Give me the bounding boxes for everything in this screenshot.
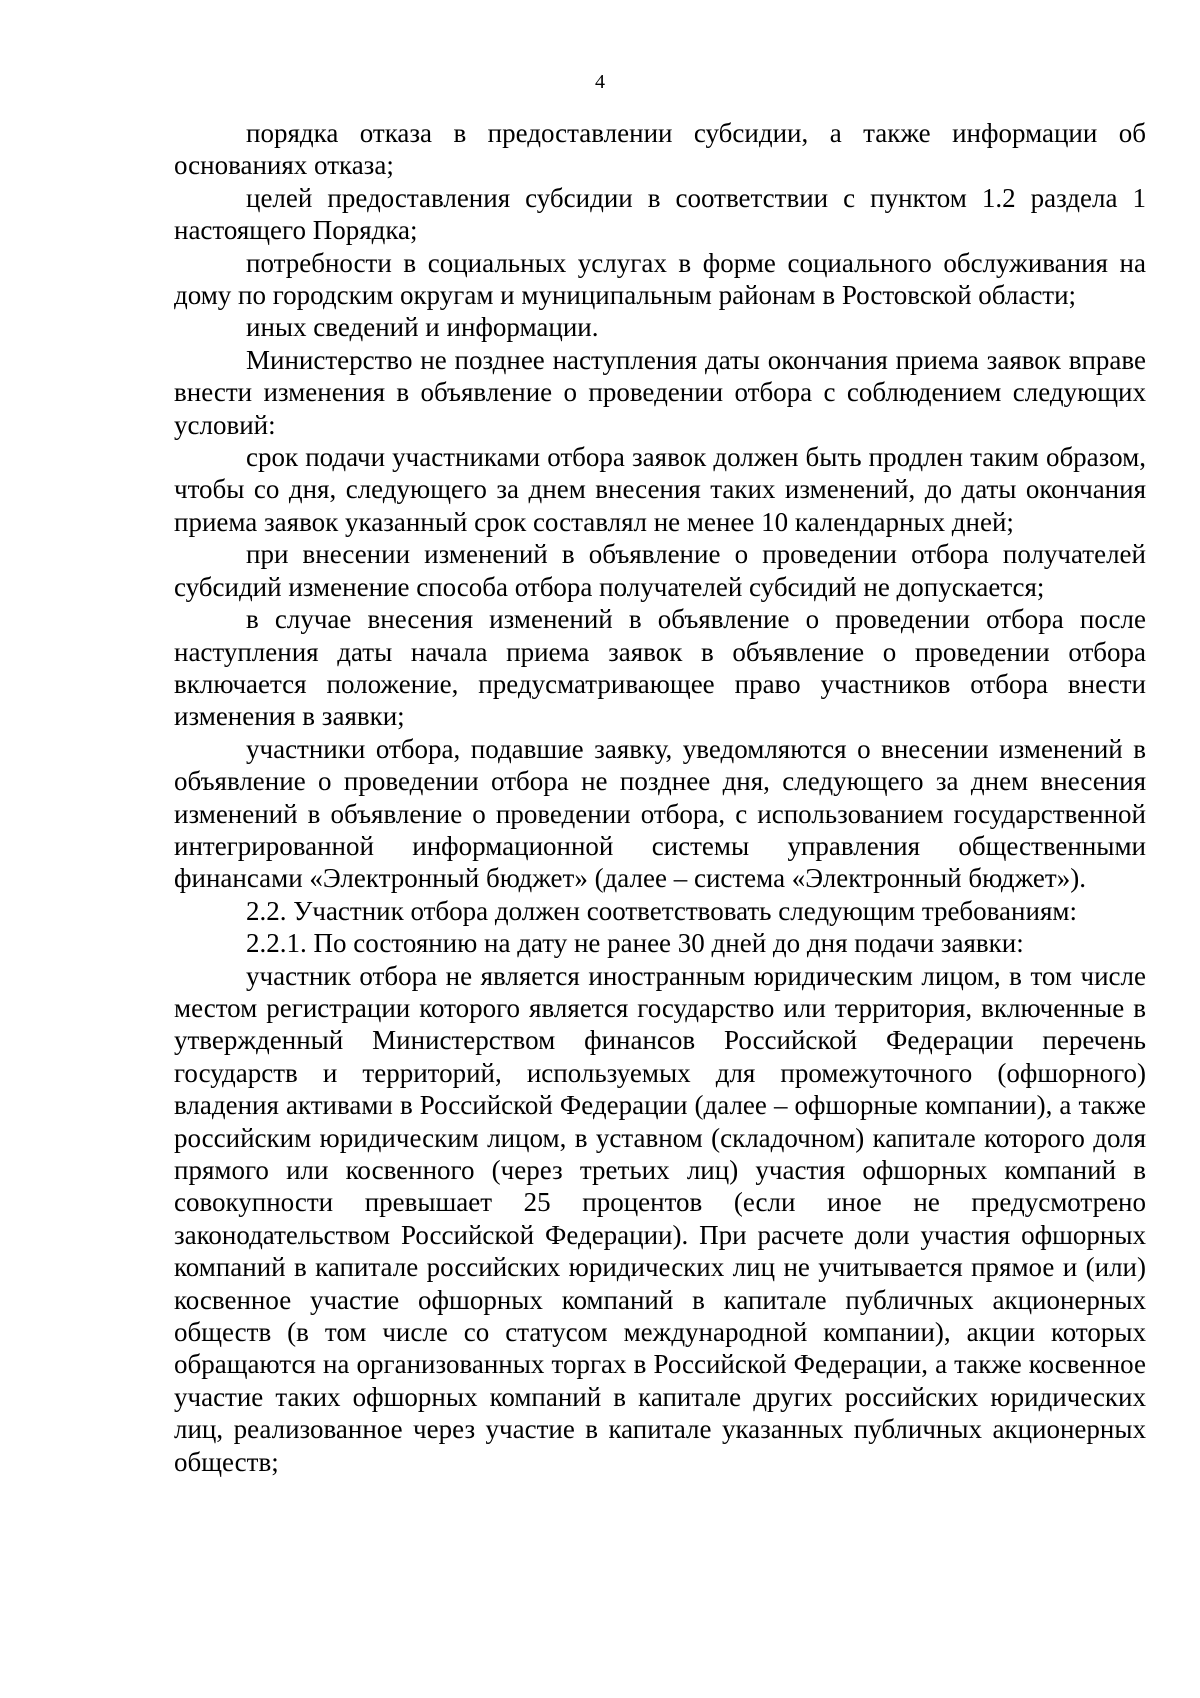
paragraph-selection-method: при внесении изменений в объявление о проведении отбора получателей субсидий изменение способа отбора получателей субсидий не допускается; (174, 539, 1146, 602)
paragraph-subsidy-goals: целей предоставления субсидии в соответствии с пунктом 1.2 раздела 1 настоящего Порядка; (174, 182, 1146, 246)
page-number: 4 (595, 71, 605, 93)
document-body (174, 117, 1146, 1478)
paragraph-section-2-2-1: 2.2.1. По состоянию на дату не ранее 30 дней до дня подачи заявки: (246, 928, 1024, 959)
paragraph-offshore-requirement: участник отбора не является иностранным юридическим лицом, в том числе местом регистрации которого является государство или территория, включенные в утвержденный Министерством финансов Российской Федерации перечень государств и территорий, используемых для промежуточного (офшорного) владения активами в Российской Федерации (далее – офшорные компании), а также российским юридическим лицом, в уставном (складочном) капитале которого доля прямого или косвенного (через третьих лиц) участия офшорных компаний в совокупности превышает 25 процентов (если иное не предусмотрено законодательством Российской Федерации). При расчете доли участия офшорных компаний в капитале российских юридических лиц не учитывается прямое и (или) косвенное участие офшорных компаний в капитале публичных акционерных обществ (в том числе со статусом международной компании), акции которых обращаются на организованных торгах в Российской Федерации, а также косвенное участие таких офшорных компаний в капитале других российских юридических лиц, реализованное через участие в капитале указанных публичных акционерных обществ; (174, 960, 1146, 1477)
paragraph-section-2-2: 2.2. Участник отбора должен соответствовать следующим требованиям: (246, 895, 1077, 926)
paragraph-deadline-extension: срок подачи участниками отбора заявок должен быть продлен таким образом, чтобы со дня, следующего за днем внесения таких изменений, до даты окончания приема заявок указанный срок составлял не менее 10 календарных дней; (174, 442, 1146, 537)
paragraph-other-info: иных сведений и информации. (246, 312, 599, 343)
paragraph-social-services-need: потребности в социальных услугах в форме социального обслуживания на дому по городским округам и муниципальным районам в Ростовской области; (174, 247, 1146, 311)
paragraph-ministry-changes: Министерство не позднее наступления даты окончания приема заявок вправе внести изменения в объявление о проведении отбора с соблюдением следующих условий: (174, 344, 1146, 440)
paragraph-participant-notification: участники отбора, подавшие заявку, уведомляются о внесении изменений в объявление о проведении отбора не позднее дня, следующего за днем внесения изменений в объявление о проведении отбора, с использованием государственной интегрированной информационной системы управления общественными финансами «Электронный бюджет» (далее – система «Электронный бюджет»). (174, 733, 1146, 894)
paragraph-refusal-procedure: порядка отказа в предоставлении субсидии, а также информации об основаниях отказа; (174, 118, 1146, 181)
paragraph-changes-after-start: в случае внесения изменений в объявление о проведении отбора после наступления даты начала приема заявок в объявление о проведении отбора включается положение, предусматривающее право участников отбора внести изменения в заявки; (174, 604, 1146, 732)
